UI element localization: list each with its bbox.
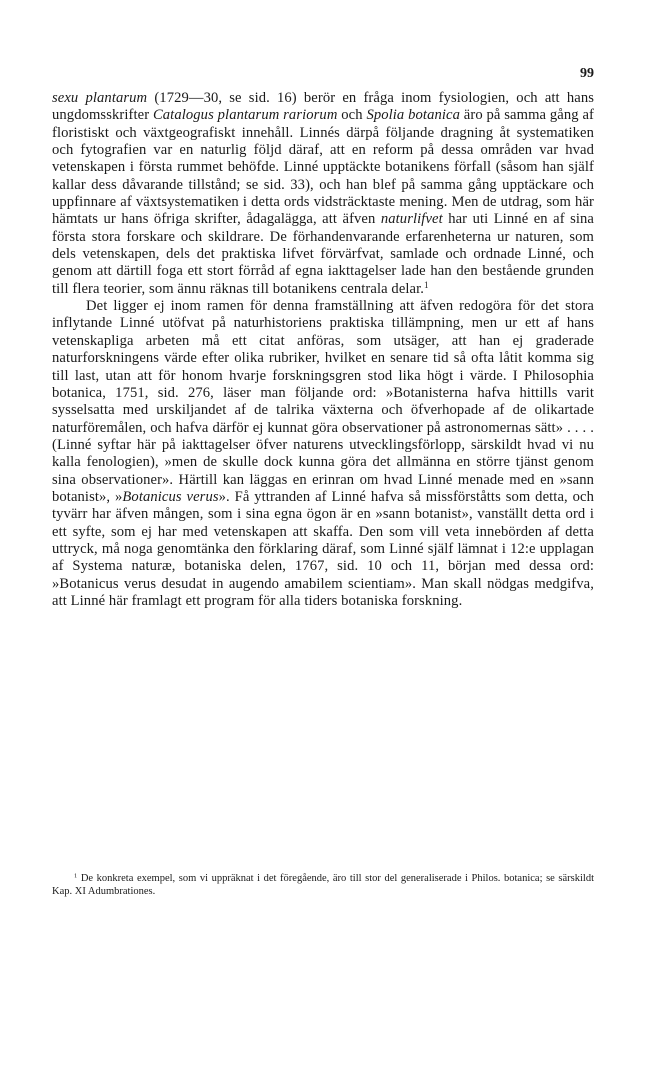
text-segment: och (337, 107, 367, 124)
footnote (52, 872, 594, 898)
italic-term: naturlifvet (380, 211, 443, 228)
italic-term: Spolia botanica (366, 107, 460, 124)
text-segment: Det ligger ej inom ramen för denna framställning att äfven redogöra för det stora inflytande Linné utöfvat på naturhistoriens praktiska tillämpning, men ur ett af hans vetenskapliga arbeten må ett citat anföras, som utsäger, att han ej graderade naturforskningens värde efter olika rubriker, hvilket en senare tid så ofta låtit komma sig till last, utan att för honom hvarje forskningsgren stod lika högt i värde. I Philosophia botanica, 1751, sid. 276, läser man följande ord: »Botanisterna hafva hittills varit sysselsatta med urskiljandet af de talrika växterna och öfverhopade af de olikartade naturföremålen, och hafva därför ej kunnat göra observationer på astronomernas sätt» . . . . (Linné syftar här på iakttagelser öfver naturens utvecklingsförlopp, särskildt hvad vi nu kalla fenologien), »men de skulle dock kunna göra det allmänna en större tjänst genom sina observationer». Härtill kan läggas en erinran om hvad Linné menade med en »sann botanist», » (52, 298, 594, 505)
page-number: 99 (580, 66, 594, 81)
italic-term: Botanicus verus (122, 488, 219, 505)
text-segment: (1729—30, se sid. 16) berör en fråga inom fysiologien, och att hans ungdomsskrifter (52, 90, 595, 124)
text-segment: äro på samma gång af floristiskt och växtgeografiskt innehåll. Linnés därpå följande dragning åt systematiken och fytografien var en naturlig följd däraf, att en reform på dessa områden var hvad vetenskapen i första rummet behöfde. Linné upptäckte botanikens förfall (såsom han själf kallar dess dåvarande tillstånd; se sid. 33), och han blef på samma gång upptäckare och uppfinnare af växtsystematiken i detta ords vidsträcktaste mening. Men de utdrag, som här hämtats ur hans öfriga skrifter, ådagalägga, att äfven (52, 107, 594, 228)
footnote-text: De konkreta exempel, som vi uppräknat i det föregående, äro till stor del generaliserade i Philos. botanica; se särskildt Kap. XI Adumbrationes. (52, 873, 594, 898)
text-segment: har uti Linné en af sina första stora forskare och skildrare. De förhandenvarande erfarenheterna ur naturen, som dels vetenskapen, dels det praktiska lifvet förvärfvat, samlade och ordnade Linné, och genom att därtill foga ett stort förråd af egna iakttagelser lade han den bestående grunden till flera teorier, som ännu räknas till botanikens centrala delar. (52, 211, 595, 297)
italic-term: sexu plantarum (52, 90, 148, 106)
text-segment: ». Få yttranden af Linné hafva så missförståtts som detta, och tyvärr har äfven mången, som i sina egna ögon är en »sann botanist», vanställt detta ord i ett syfte, som ej har med vetenskapen att skaffa. Den som vill veta innebörden af detta uttryck, må noga genomtänka den förklaring däraf, som Linné själf lämnat i 12:e upplagan af Systema naturæ, botaniska delen, 1767, sid. 10 och 11, början med dessa ord: »Botanicus verus desudat in augendo amabilem scientiam». Man skall nödgas medgifva, att Linné här framlagt ett program för alla tiders botaniska forskning. (52, 488, 594, 609)
paragraph-1 (52, 90, 594, 298)
footnote-marker: 1 (74, 872, 78, 880)
paragraph-2 (52, 298, 594, 610)
italic-term: Catalogus plantarum rariorum (152, 107, 338, 124)
body-text (52, 90, 594, 610)
footnote-reference: 1 (424, 279, 429, 290)
